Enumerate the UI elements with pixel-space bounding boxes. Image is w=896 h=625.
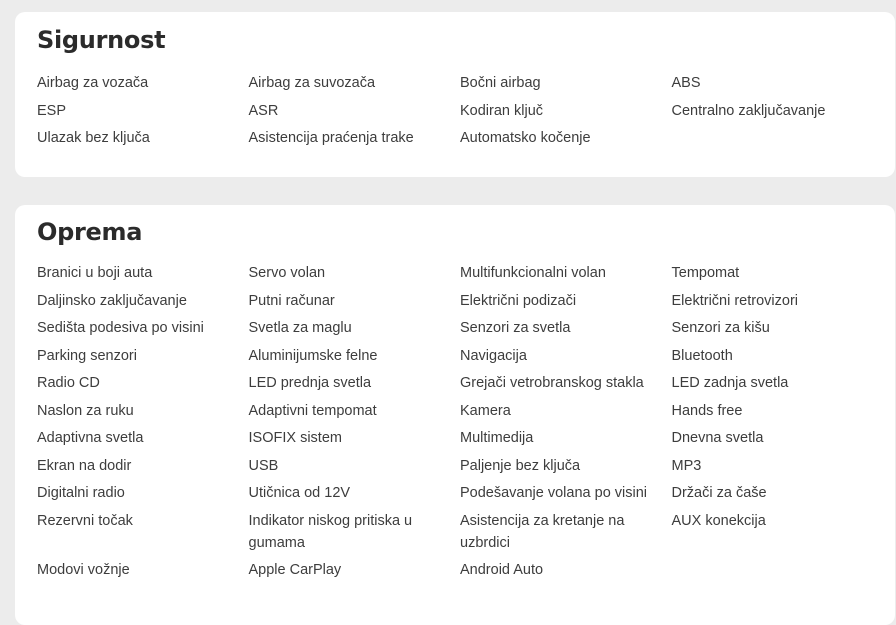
feature-item: Naslon za ruku [37,402,134,419]
feature-item: Električni podizači [460,292,577,309]
feature-item: Električni retrovizori [671,292,798,309]
feature-item: Senzori za svetla [460,320,571,336]
feature-item: Držači za čaše [671,485,767,501]
feature-item: Indikator niskog pritiska u gumama [248,512,413,551]
feature-item: Senzori za kišu [671,320,770,336]
feature-item: Adaptivni tempomat [248,402,377,419]
feature-item: Bočni airbag [460,75,541,91]
feature-item: Bluetooth [671,347,733,364]
feature-item: Tempomat [671,265,740,281]
oprema-feature-list [37,262,895,587]
feature-item: Digitalni radio [37,485,125,501]
feature-item: Adaptivna svetla [37,430,144,446]
feature-item: Svetla za maglu [248,320,352,336]
feature-item: Airbag za suvozača [248,75,376,91]
feature-item: Rezervni točak [37,512,133,529]
feature-item: LED prednja svetla [248,375,372,391]
feature-item: Multifunkcionalni volan [460,265,606,281]
feature-item: Daljinsko zaključavanje [37,292,187,309]
oprema-title: Oprema [37,218,143,246]
feature-item: Parking senzori [37,347,137,364]
feature-item: AUX konekcija [671,512,766,529]
feature-item: Automatsko kočenje [460,130,591,146]
feature-item: Asistencija za kretanje na uzbrdici [460,512,625,551]
feature-item: Putni računar [248,292,335,309]
feature-item: Android Auto [460,562,544,578]
feature-item: ABS [671,75,701,91]
feature-item: Ulazak bez ključa [37,130,150,146]
feature-item: Kamera [460,402,511,419]
feature-item: Grejači vetrobranskog stakla [460,375,644,391]
feature-item: Hands free [671,402,743,419]
sigurnost-title: Sigurnost [37,26,166,54]
oprema-card [15,205,895,625]
feature-item: Servo volan [248,265,326,281]
feature-item: Dnevna svetla [671,430,764,446]
feature-item: Apple CarPlay [248,562,342,578]
feature-item: Utičnica od 12V [248,485,351,501]
feature-item: Sedišta podesiva po visini [37,320,204,336]
feature-item: USB [248,457,279,474]
feature-item: ASR [248,102,279,119]
feature-item: Aluminijumske felne [248,347,378,364]
feature-item: Centralno zaključavanje [671,102,826,119]
feature-item: Paljenje bez ključa [460,457,581,474]
feature-item: Airbag za vozača [37,75,149,91]
feature-item: Navigacija [460,347,527,364]
feature-item: ESP [37,102,67,119]
feature-item: LED zadnja svetla [671,375,789,391]
feature-item: Ekran na dodir [37,457,132,474]
feature-item: ISOFIX sistem [248,430,342,446]
feature-item: Kodiran ključ [460,102,544,119]
feature-item: Radio CD [37,375,100,391]
feature-item: Asistencija praćenja trake [248,130,414,146]
feature-item: Modovi vožnje [37,562,130,578]
feature-item: MP3 [671,457,702,474]
feature-item: Multimedija [460,430,534,446]
feature-item: Podešavanje volana po visini [460,485,648,501]
feature-item: Branici u boji auta [37,265,153,281]
sigurnost-feature-list [37,72,895,155]
sigurnost-card [15,12,895,177]
